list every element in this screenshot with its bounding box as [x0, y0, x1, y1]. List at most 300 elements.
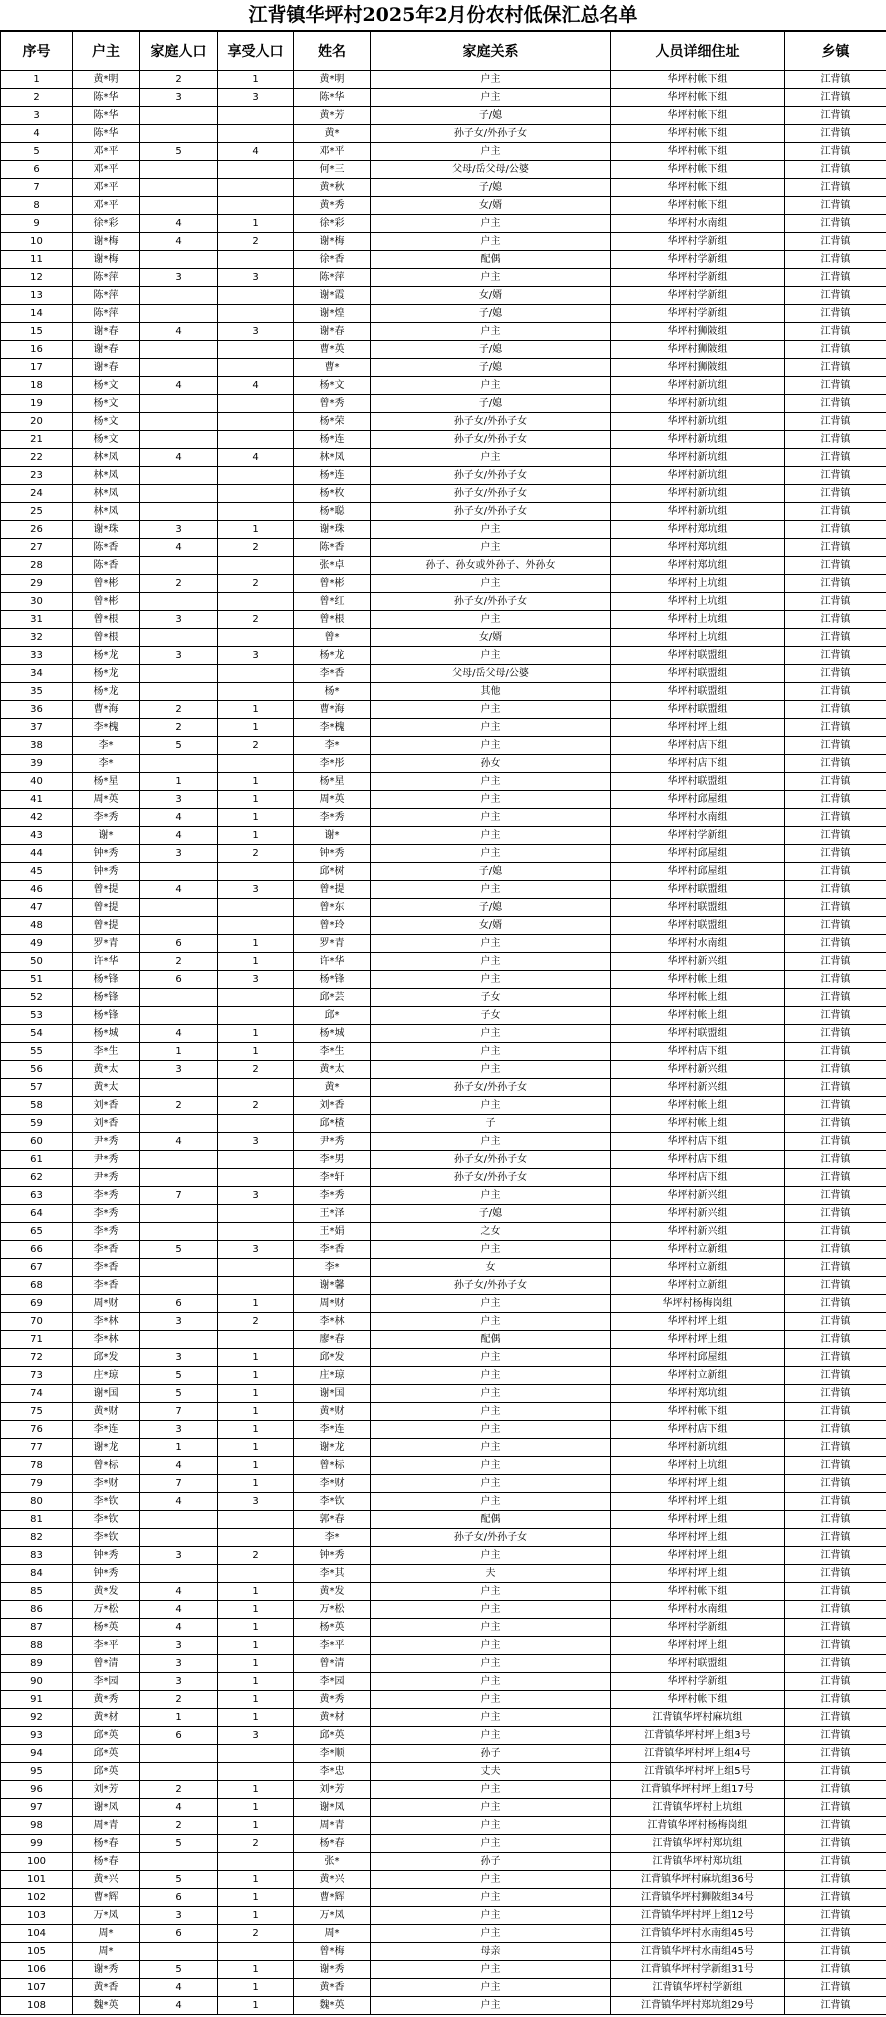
cell-family-size: 3	[140, 89, 218, 107]
header-address: 人员详细住址	[611, 32, 785, 71]
cell-family-size: 5	[140, 143, 218, 161]
cell-index: 60	[1, 1133, 73, 1151]
cell-householder: 谢*龙	[73, 1439, 140, 1457]
cell-beneficiaries: 3	[218, 881, 294, 899]
cell-beneficiaries	[218, 989, 294, 1007]
cell-address: 华坪村新兴组	[611, 953, 785, 971]
cell-name: 曾*秀	[294, 395, 371, 413]
cell-beneficiaries: 3	[218, 89, 294, 107]
cell-address: 华坪村学新组	[611, 305, 785, 323]
cell-town: 江背镇	[785, 1799, 886, 1817]
cell-beneficiaries	[218, 917, 294, 935]
cell-relation: 户主	[371, 1709, 611, 1727]
table-row	[1, 1205, 886, 1223]
cell-family-size: 2	[140, 71, 218, 89]
cell-householder: 魏*英	[73, 1997, 140, 2015]
cell-name: 杨*春	[294, 1835, 371, 1853]
cell-householder: 李*林	[73, 1331, 140, 1349]
cell-beneficiaries: 1	[218, 1421, 294, 1439]
table-row	[1, 485, 886, 503]
cell-householder: 李*平	[73, 1637, 140, 1655]
cell-address: 华坪村联盟组	[611, 1025, 785, 1043]
cell-beneficiaries: 1	[218, 1385, 294, 1403]
cell-address: 华坪村店下组	[611, 1133, 785, 1151]
cell-address: 华坪村新兴组	[611, 1205, 785, 1223]
cell-town: 江背镇	[785, 1709, 886, 1727]
cell-relation: 户主	[371, 1187, 611, 1205]
cell-householder: 刘*芳	[73, 1781, 140, 1799]
cell-householder: 林*凤	[73, 467, 140, 485]
table-row	[1, 773, 886, 791]
cell-address: 华坪村新坑组	[611, 377, 785, 395]
cell-beneficiaries: 1	[218, 215, 294, 233]
cell-family-size: 4	[140, 377, 218, 395]
cell-householder: 黄*香	[73, 1979, 140, 1997]
cell-householder: 刘*香	[73, 1097, 140, 1115]
cell-address: 江背镇华坪村水南组45号	[611, 1925, 785, 1943]
cell-index: 8	[1, 197, 73, 215]
cell-relation: 户主	[371, 449, 611, 467]
cell-index: 51	[1, 971, 73, 989]
cell-name: 杨*龙	[294, 647, 371, 665]
cell-family-size	[140, 485, 218, 503]
cell-address: 华坪村帐下组	[611, 125, 785, 143]
cell-name: 李*	[294, 737, 371, 755]
cell-address: 华坪村坪上组	[611, 1313, 785, 1331]
cell-householder: 邓*平	[73, 161, 140, 179]
cell-family-size: 4	[140, 1583, 218, 1601]
cell-family-size: 5	[140, 1367, 218, 1385]
cell-town: 江背镇	[785, 1133, 886, 1151]
cell-relation: 户主	[371, 233, 611, 251]
cell-family-size	[140, 1745, 218, 1763]
cell-relation: 户主	[371, 1493, 611, 1511]
cell-beneficiaries: 1	[218, 1367, 294, 1385]
cell-family-size	[140, 1277, 218, 1295]
cell-address: 华坪村新坑组	[611, 1439, 785, 1457]
cell-householder: 许*华	[73, 953, 140, 971]
cell-relation: 夫	[371, 1565, 611, 1583]
cell-town: 江背镇	[785, 1637, 886, 1655]
table-row	[1, 629, 886, 647]
cell-householder: 杨*城	[73, 1025, 140, 1043]
cell-index: 95	[1, 1763, 73, 1781]
cell-beneficiaries: 1	[218, 1349, 294, 1367]
cell-index: 108	[1, 1997, 73, 2015]
cell-beneficiaries	[218, 467, 294, 485]
cell-address: 华坪村帐下组	[611, 71, 785, 89]
cell-address: 华坪村学新组	[611, 251, 785, 269]
cell-family-size	[140, 629, 218, 647]
cell-name: 黄*秋	[294, 179, 371, 197]
cell-index: 88	[1, 1637, 73, 1655]
table-row	[1, 1457, 886, 1475]
cell-relation: 户主	[371, 1673, 611, 1691]
cell-relation: 户主	[371, 575, 611, 593]
cell-name: 李*财	[294, 1475, 371, 1493]
cell-town: 江背镇	[785, 143, 886, 161]
cell-family-size	[140, 899, 218, 917]
cell-address: 华坪村帐下组	[611, 197, 785, 215]
cell-town: 江背镇	[785, 1439, 886, 1457]
table-row	[1, 503, 886, 521]
cell-relation: 户主	[371, 935, 611, 953]
cell-town: 江背镇	[785, 1889, 886, 1907]
cell-name: 陈*香	[294, 539, 371, 557]
cell-householder: 周*	[73, 1925, 140, 1943]
cell-name: 谢*凤	[294, 1799, 371, 1817]
cell-town: 江背镇	[785, 1547, 886, 1565]
cell-relation: 户主	[371, 377, 611, 395]
cell-name: 钟*秀	[294, 845, 371, 863]
cell-relation: 女	[371, 1259, 611, 1277]
table-row	[1, 1169, 886, 1187]
cell-index: 33	[1, 647, 73, 665]
table-row	[1, 1853, 886, 1871]
cell-householder: 李*钦	[73, 1511, 140, 1529]
table-row	[1, 1043, 886, 1061]
cell-householder: 谢*梅	[73, 233, 140, 251]
cell-family-size: 3	[140, 791, 218, 809]
cell-beneficiaries: 1	[218, 1979, 294, 1997]
cell-householder: 李*槐	[73, 719, 140, 737]
cell-name: 曾*玲	[294, 917, 371, 935]
cell-family-size	[140, 395, 218, 413]
table-row	[1, 881, 886, 899]
cell-relation: 子女	[371, 989, 611, 1007]
cell-address: 江背镇华坪村郑坑组29号	[611, 1997, 785, 2015]
cell-relation: 户主	[371, 827, 611, 845]
table-row	[1, 1475, 886, 1493]
cell-relation: 孙子女/外孙子女	[371, 467, 611, 485]
table-row	[1, 1835, 886, 1853]
cell-name: 谢*龙	[294, 1439, 371, 1457]
cell-family-size	[140, 413, 218, 431]
cell-name: 杨*枚	[294, 485, 371, 503]
cell-relation: 户主	[371, 215, 611, 233]
cell-index: 48	[1, 917, 73, 935]
cell-name: 谢*春	[294, 323, 371, 341]
cell-address: 华坪村学新组	[611, 233, 785, 251]
cell-householder: 曾*提	[73, 881, 140, 899]
cell-name: 罗*青	[294, 935, 371, 953]
cell-town: 江背镇	[785, 827, 886, 845]
cell-name: 谢*馨	[294, 1277, 371, 1295]
cell-family-size: 4	[140, 1025, 218, 1043]
header-row	[1, 32, 886, 71]
cell-name: 黄*	[294, 1079, 371, 1097]
cell-beneficiaries	[218, 899, 294, 917]
cell-family-size: 5	[140, 1241, 218, 1259]
cell-address: 华坪村学新组	[611, 287, 785, 305]
cell-family-size: 3	[140, 647, 218, 665]
cell-beneficiaries	[218, 251, 294, 269]
header-family-size: 家庭人口	[140, 32, 218, 71]
cell-address: 华坪村帐下组	[611, 143, 785, 161]
cell-index: 13	[1, 287, 73, 305]
cell-address: 江背镇华坪村水南组45号	[611, 1943, 785, 1961]
cell-town: 江背镇	[785, 1259, 886, 1277]
cell-family-size	[140, 1259, 218, 1277]
cell-town: 江背镇	[785, 197, 886, 215]
cell-town: 江背镇	[785, 233, 886, 251]
cell-family-size: 3	[140, 1907, 218, 1925]
cell-address: 华坪村店下组	[611, 1169, 785, 1187]
header-relation: 家庭关系	[371, 32, 611, 71]
cell-beneficiaries: 2	[218, 1097, 294, 1115]
cell-name: 曹*海	[294, 701, 371, 719]
cell-address: 江背镇华坪村坪上组5号	[611, 1763, 785, 1781]
cell-town: 江背镇	[785, 269, 886, 287]
cell-index: 105	[1, 1943, 73, 1961]
cell-town: 江背镇	[785, 1655, 886, 1673]
cell-beneficiaries: 2	[218, 1925, 294, 1943]
cell-index: 99	[1, 1835, 73, 1853]
table-row	[1, 233, 886, 251]
cell-beneficiaries	[218, 1763, 294, 1781]
cell-name: 刘*芳	[294, 1781, 371, 1799]
cell-address: 华坪村水南组	[611, 809, 785, 827]
cell-householder: 曾*彬	[73, 575, 140, 593]
cell-town: 江背镇	[785, 1151, 886, 1169]
cell-index: 18	[1, 377, 73, 395]
cell-address: 华坪村坪上组	[611, 719, 785, 737]
cell-town: 江背镇	[785, 719, 886, 737]
cell-name: 魏*英	[294, 1997, 371, 2015]
cell-householder: 林*凤	[73, 503, 140, 521]
cell-index: 47	[1, 899, 73, 917]
cell-relation: 父母/岳父母/公婆	[371, 161, 611, 179]
cell-index: 65	[1, 1223, 73, 1241]
cell-family-size: 6	[140, 1295, 218, 1313]
cell-relation: 户主	[371, 1961, 611, 1979]
cell-index: 90	[1, 1673, 73, 1691]
cell-relation: 户主	[371, 1385, 611, 1403]
cell-address: 华坪村新兴组	[611, 1223, 785, 1241]
cell-relation: 户主	[371, 1997, 611, 2015]
cell-householder: 谢*珠	[73, 521, 140, 539]
table-row	[1, 557, 886, 575]
table-row	[1, 1061, 886, 1079]
cell-address: 华坪村帐上组	[611, 1115, 785, 1133]
cell-name: 杨*聪	[294, 503, 371, 521]
cell-name: 邱*芸	[294, 989, 371, 1007]
table-row	[1, 1799, 886, 1817]
cell-name: 谢*梅	[294, 233, 371, 251]
table-row	[1, 989, 886, 1007]
cell-index: 78	[1, 1457, 73, 1475]
table-row	[1, 1439, 886, 1457]
cell-town: 江背镇	[785, 467, 886, 485]
cell-householder: 李*秀	[73, 1205, 140, 1223]
cell-family-size: 4	[140, 1493, 218, 1511]
cell-town: 江背镇	[785, 251, 886, 269]
cell-beneficiaries: 1	[218, 1619, 294, 1637]
cell-town: 江背镇	[785, 1727, 886, 1745]
cell-family-size	[140, 1565, 218, 1583]
table-row	[1, 1583, 886, 1601]
cell-beneficiaries: 3	[218, 1187, 294, 1205]
table-row	[1, 1601, 886, 1619]
cell-family-size	[140, 161, 218, 179]
cell-relation: 户主	[371, 1925, 611, 1943]
cell-beneficiaries: 1	[218, 1475, 294, 1493]
cell-beneficiaries: 1	[218, 1997, 294, 2015]
cell-town: 江背镇	[785, 1241, 886, 1259]
table-row	[1, 971, 886, 989]
cell-relation: 子/媳	[371, 863, 611, 881]
cell-name: 李*园	[294, 1673, 371, 1691]
table-row	[1, 215, 886, 233]
cell-householder: 庄*琼	[73, 1367, 140, 1385]
cell-householder: 杨*龙	[73, 683, 140, 701]
cell-relation: 配偶	[371, 1331, 611, 1349]
cell-town: 江背镇	[785, 1565, 886, 1583]
cell-town: 江背镇	[785, 1115, 886, 1133]
table-row	[1, 1637, 886, 1655]
cell-family-size	[140, 755, 218, 773]
cell-town: 江背镇	[785, 1367, 886, 1385]
cell-index: 12	[1, 269, 73, 287]
cell-relation: 户主	[371, 701, 611, 719]
cell-name: 李*轩	[294, 1169, 371, 1187]
table-row	[1, 1727, 886, 1745]
table-row	[1, 1151, 886, 1169]
cell-beneficiaries	[218, 161, 294, 179]
table-row	[1, 1133, 886, 1151]
cell-name: 邱*树	[294, 863, 371, 881]
cell-householder: 万*凤	[73, 1907, 140, 1925]
cell-address: 华坪村上坑组	[611, 611, 785, 629]
cell-relation: 孙子女/外孙子女	[371, 485, 611, 503]
cell-town: 江背镇	[785, 1421, 886, 1439]
cell-beneficiaries: 1	[218, 1907, 294, 1925]
cell-name: 李*钦	[294, 1493, 371, 1511]
cell-address: 华坪村郑坑组	[611, 557, 785, 575]
cell-householder: 谢*梅	[73, 251, 140, 269]
table-row	[1, 1529, 886, 1547]
table-row	[1, 305, 886, 323]
cell-householder: 尹*秀	[73, 1133, 140, 1151]
cell-family-size: 3	[140, 1547, 218, 1565]
cell-town: 江背镇	[785, 935, 886, 953]
cell-relation: 户主	[371, 1403, 611, 1421]
cell-address: 华坪村上坑组	[611, 1457, 785, 1475]
cell-name: 许*华	[294, 953, 371, 971]
cell-householder: 李*秀	[73, 1223, 140, 1241]
cell-name: 王*娟	[294, 1223, 371, 1241]
cell-relation: 户主	[371, 1313, 611, 1331]
cell-name: 李*秀	[294, 809, 371, 827]
table-row	[1, 1961, 886, 1979]
cell-name: 周*	[294, 1925, 371, 1943]
cell-index: 100	[1, 1853, 73, 1871]
cell-family-size	[140, 341, 218, 359]
cell-name: 曾*	[294, 629, 371, 647]
table-row	[1, 953, 886, 971]
cell-family-size: 5	[140, 1871, 218, 1889]
table-row	[1, 107, 886, 125]
cell-town: 江背镇	[785, 89, 886, 107]
cell-name: 陈*萍	[294, 269, 371, 287]
cell-index: 1	[1, 71, 73, 89]
cell-index: 6	[1, 161, 73, 179]
cell-town: 江背镇	[785, 1907, 886, 1925]
cell-name: 黄*秀	[294, 197, 371, 215]
cell-family-size: 3	[140, 269, 218, 287]
cell-family-size: 2	[140, 719, 218, 737]
cell-householder: 杨*文	[73, 395, 140, 413]
cell-index: 46	[1, 881, 73, 899]
cell-relation: 户主	[371, 1295, 611, 1313]
cell-address: 华坪村帐下组	[611, 1691, 785, 1709]
cell-town: 江背镇	[785, 575, 886, 593]
cell-householder: 杨*春	[73, 1853, 140, 1871]
cell-name: 王*泽	[294, 1205, 371, 1223]
cell-town: 江背镇	[785, 953, 886, 971]
cell-family-size	[140, 1169, 218, 1187]
cell-index: 23	[1, 467, 73, 485]
cell-beneficiaries	[218, 359, 294, 377]
cell-beneficiaries: 1	[218, 701, 294, 719]
cell-beneficiaries	[218, 1151, 294, 1169]
cell-relation: 配偶	[371, 251, 611, 269]
table-row	[1, 1421, 886, 1439]
cell-family-size	[140, 197, 218, 215]
cell-family-size	[140, 557, 218, 575]
cell-name: 谢*霞	[294, 287, 371, 305]
cell-beneficiaries: 1	[218, 1403, 294, 1421]
cell-beneficiaries	[218, 1745, 294, 1763]
cell-family-size	[140, 917, 218, 935]
cell-family-size: 4	[140, 1619, 218, 1637]
cell-relation: 户主	[371, 1349, 611, 1367]
cell-beneficiaries	[218, 755, 294, 773]
cell-index: 69	[1, 1295, 73, 1313]
cell-name: 曹*英	[294, 341, 371, 359]
cell-index: 104	[1, 1925, 73, 1943]
cell-name: 李*	[294, 1529, 371, 1547]
cell-family-size	[140, 593, 218, 611]
table-row	[1, 917, 886, 935]
table-row	[1, 287, 886, 305]
cell-family-size	[140, 989, 218, 1007]
cell-name: 杨*连	[294, 431, 371, 449]
cell-town: 江背镇	[785, 215, 886, 233]
cell-index: 54	[1, 1025, 73, 1043]
cell-householder: 杨*春	[73, 1835, 140, 1853]
cell-town: 江背镇	[785, 1745, 886, 1763]
cell-town: 江背镇	[785, 881, 886, 899]
cell-householder: 陈*香	[73, 557, 140, 575]
cell-beneficiaries: 4	[218, 377, 294, 395]
cell-family-size	[140, 1763, 218, 1781]
cell-relation: 孙子女/外孙子女	[371, 1529, 611, 1547]
cell-address: 华坪村联盟组	[611, 647, 785, 665]
cell-name: 李*香	[294, 1241, 371, 1259]
cell-family-size: 1	[140, 1439, 218, 1457]
cell-family-size: 3	[140, 1313, 218, 1331]
cell-address: 华坪村新坑组	[611, 485, 785, 503]
cell-name: 张*	[294, 1853, 371, 1871]
cell-name: 李*秀	[294, 1187, 371, 1205]
cell-address: 华坪村学新组	[611, 269, 785, 287]
table-row	[1, 1673, 886, 1691]
cell-relation: 孙子女/外孙子女	[371, 1169, 611, 1187]
cell-name: 黄*发	[294, 1583, 371, 1601]
table-row	[1, 449, 886, 467]
cell-householder: 周*	[73, 1943, 140, 1961]
